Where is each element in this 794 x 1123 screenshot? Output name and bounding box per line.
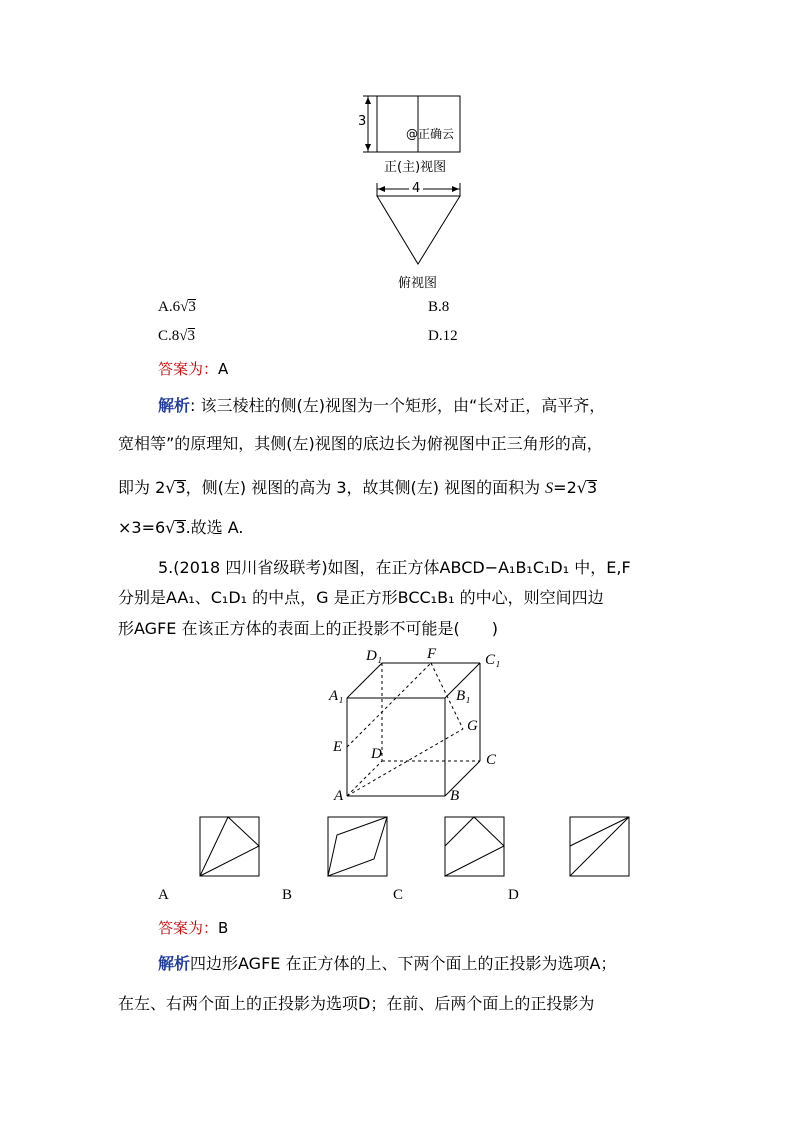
analysis-q4-line-4: ×3=6√3.故选 A. xyxy=(118,518,244,537)
label-g: G xyxy=(467,718,478,734)
answer-q5: 答案为：B xyxy=(158,919,229,937)
option-a-label: A xyxy=(158,887,169,903)
option-c-diagram xyxy=(443,815,507,879)
cube-figure xyxy=(320,645,510,810)
label-b1: B₁ xyxy=(456,688,471,704)
option-b-label: B xyxy=(282,887,293,903)
option-a-diagram xyxy=(198,815,262,879)
analysis-q4-line-3: 即为 2√3，侧(左) 视图的高为 3，故其侧(左) 视图的面积为 S=2√3 xyxy=(118,478,598,497)
analysis-q4-line-2: 宽相等”的原理知，其侧(左)视图的底边长为俯视图中正三角形的高， xyxy=(118,434,603,453)
label-a1: A₁ xyxy=(329,688,344,704)
choice-a: A.6√3 xyxy=(158,299,196,315)
analysis-q5-line-2: 在左、右两个面上的正投影为选项D；在前、后两个面上的正投影为 xyxy=(118,994,595,1013)
option-c-label: C xyxy=(393,887,404,903)
choice-d: D.12 xyxy=(428,328,458,344)
edge-a1d1 xyxy=(347,663,382,698)
choice-c: C.8√3 xyxy=(158,328,195,344)
segment-ag xyxy=(347,729,463,796)
q5-stem-line-3: 形AGFE 在该正方体的表面上的正投影不可能是( ) xyxy=(118,619,498,638)
label-a: A xyxy=(334,788,344,804)
segment-ef xyxy=(347,663,431,747)
label-e: E xyxy=(333,739,343,755)
front-view-label: 正(主)视图 xyxy=(384,160,447,175)
q5-stem-line-1: 5.(2018 四川省级联考)如图，在正方体ABCD−A₁B₁C₁D₁ 中，E,F xyxy=(158,558,631,577)
watermark: @正确云 xyxy=(406,127,455,141)
height-label: 3 xyxy=(358,114,367,129)
label-b: B xyxy=(450,788,460,804)
top-view-label: 俯视图 xyxy=(398,276,438,291)
option-b-diagram xyxy=(326,815,390,879)
edge-ad-hidden xyxy=(347,761,382,796)
label-d: D xyxy=(371,746,382,762)
top-view-triangle xyxy=(377,196,460,264)
option-d-diagram xyxy=(568,815,632,879)
answer-q4: 答案为：A xyxy=(158,360,229,378)
width-label: 4 xyxy=(412,181,421,196)
analysis-q5-line-1: 解析四边形AGFE 在正方体的上、下两个面上的正投影为选项A； xyxy=(158,954,617,973)
analysis-q4-line-1: 解析: 该三棱柱的侧(左)视图为一个矩形，由“长对正，高平齐， xyxy=(158,396,606,415)
choice-b: B.8 xyxy=(428,299,450,315)
label-d1: D₁ xyxy=(366,648,383,664)
option-d-label: D xyxy=(508,887,519,903)
label-f: F xyxy=(427,646,437,662)
q5-stem-line-2: 分别是AA₁、C₁D₁ 的中点，G 是正方形BCC₁B₁ 的中心，则空间四边 xyxy=(118,588,604,607)
label-c1: C₁ xyxy=(485,652,501,668)
label-c: C xyxy=(486,752,497,768)
